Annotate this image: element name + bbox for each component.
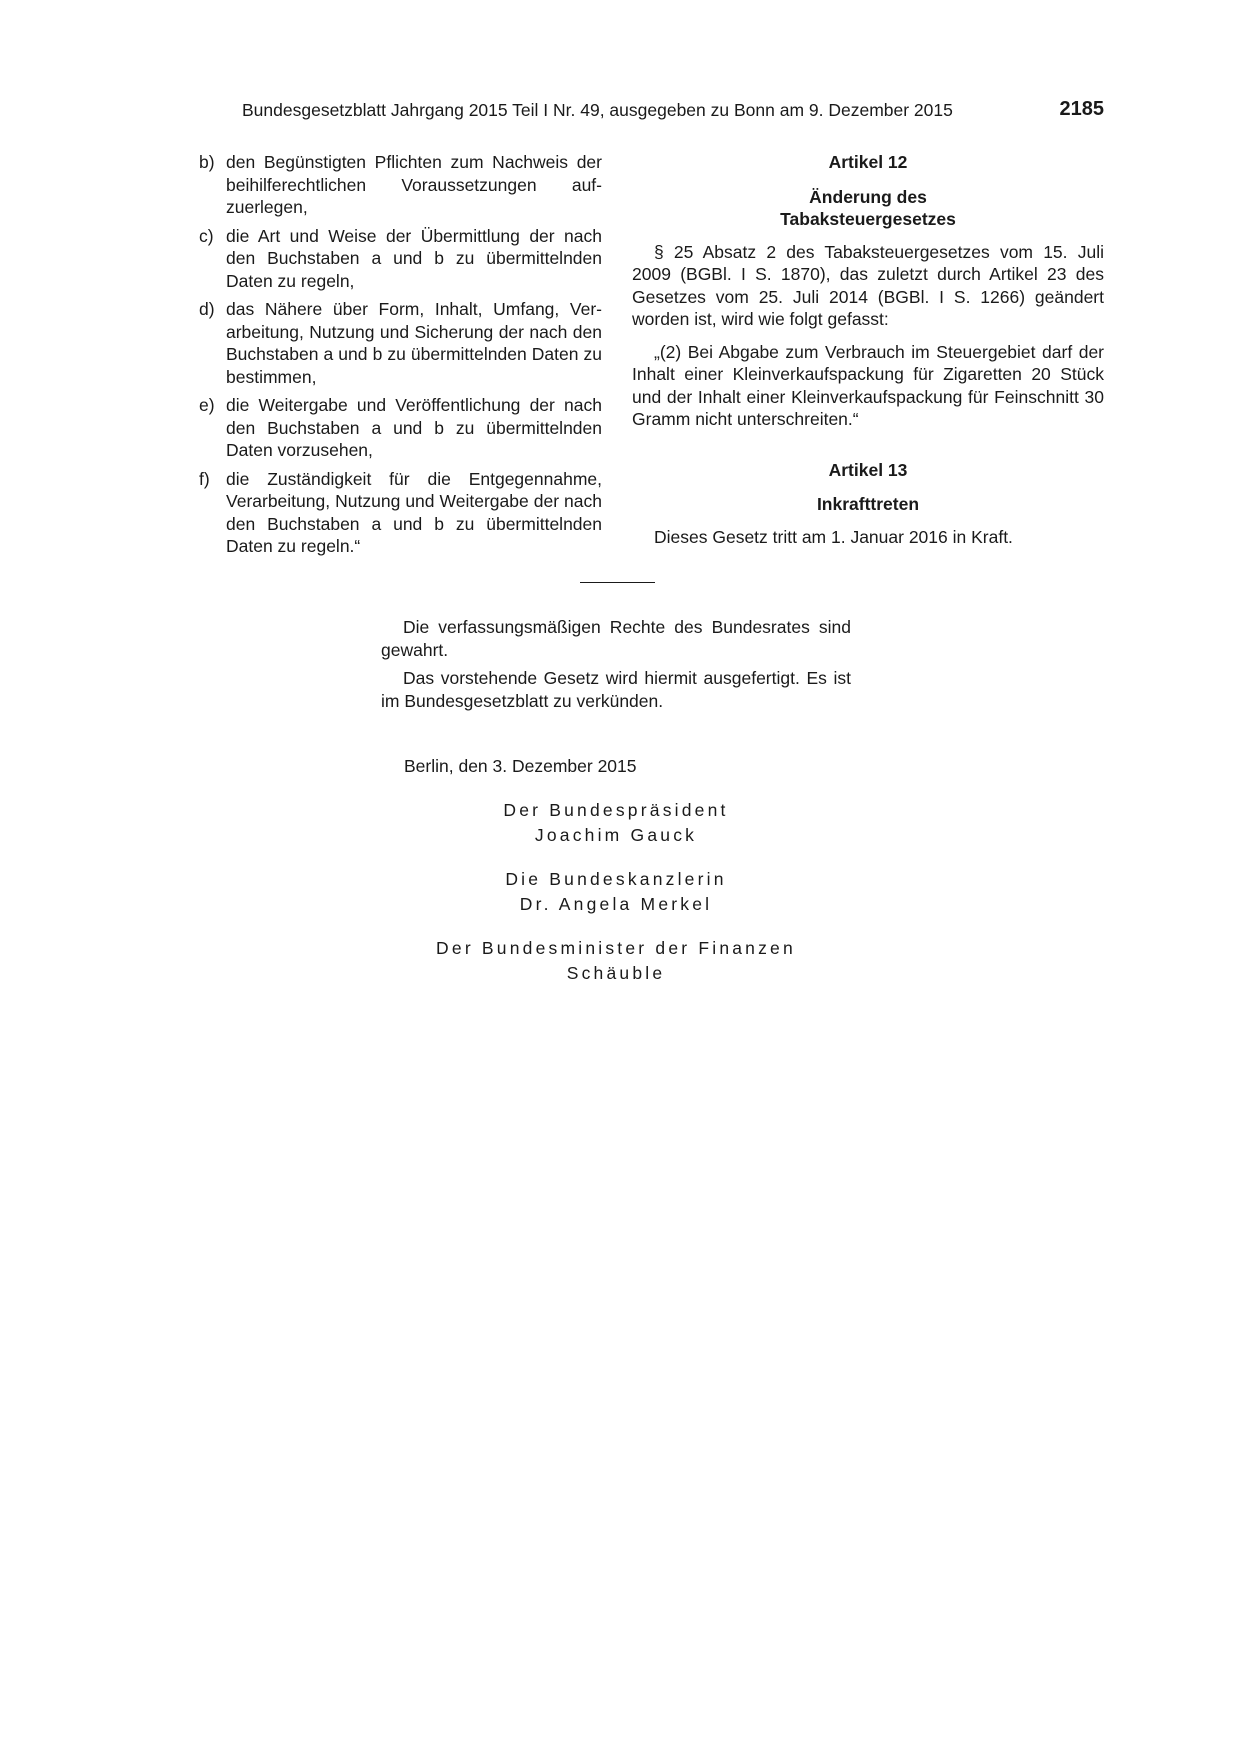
list-item-text: die Art und Weise der Übermittlung der nach den Buchstaben a und b zu übermittelnden Daten zu regeln, [226, 225, 602, 291]
article-12-number: Artikel 12 [828, 152, 908, 172]
signature-block [381, 798, 851, 848]
page-header [242, 100, 1104, 126]
signatory-title: Der Bundesminister der Finanzen [436, 938, 796, 958]
signatory-title: Die Bundeskanzlerin [505, 869, 727, 889]
gazette-title: Bundesgesetzblatt Jahrgang 2015 Teil I Nr. 49, ausgegeben zu Bonn am 9. Dezember 2015 [242, 100, 953, 120]
list-item [199, 225, 602, 293]
signature-block [381, 867, 851, 917]
list-item [199, 151, 602, 219]
signatory-name: Joachim Gauck [534, 825, 698, 845]
list-item-text: das Nähere über Form, Inhalt, Umfang, Verarbeitung, Nutzung und Sicherung der nach den Buchstaben a und b zu übermittelnden Daten zu bestimmen, [226, 299, 602, 387]
list-item [199, 394, 602, 462]
article-12-title [632, 186, 1104, 231]
list-marker: f) [199, 468, 210, 489]
article-13-number: Artikel 13 [828, 459, 908, 480]
list-marker: b) [199, 152, 215, 172]
closing-paragraph-promulgation: Das vorstehende Gesetz wird hiermit ausgefertigt. Es ist im Bundesgesetzblatt zu verkünden. [381, 668, 851, 711]
right-column [632, 151, 1104, 558]
closing-paragraph-rights: Die verfassungsmäßigen Rechte des Bundesrates sind gewahrt. [381, 617, 851, 660]
list-item [199, 298, 602, 388]
list-item-text: die Zuständigkeit für die Entgegennahme, Verarbeitung, Nutzung und Weitergabe der nach den Buchstaben a und b zu übermittelnden Daten zu regeln.“ [226, 468, 602, 556]
closing-formula [381, 616, 851, 718]
list-item [199, 468, 602, 558]
signatory-title: Der Bundespräsident [503, 800, 729, 820]
article-13-paragraph: Dieses Gesetz tritt am 1. Januar 2016 in Kraft. [654, 526, 1013, 547]
article-13-title: Inkrafttreten [816, 494, 920, 514]
section-divider [580, 582, 655, 583]
left-column [199, 151, 602, 564]
signatory-name: Dr. Angela Merkel [519, 894, 713, 914]
list-item-text: die Weitergabe und Veröffentlichung der nach den Buchstaben a und b zu übermittelnden Daten vorzusehen, [226, 395, 602, 460]
list-item-text: den Begünstigten Pflichten zum Nachweis der beihilferechtlichen Voraussetzungen aufzuerlegen, [226, 152, 602, 217]
page-number: 2185 [1059, 98, 1104, 120]
list-marker: d) [199, 299, 215, 319]
list-marker: e) [199, 395, 215, 415]
article-12-quote: „(2) Bei Abgabe zum Verbrauch im Steuergebiet darf der Inhalt einer Kleinverkaufspackung für Zigaretten 20 Stück und der Inhalt einer Kleinverkaufspackung für Feinschnitt 30 Gramm nicht unterschreiten.“ [632, 341, 1104, 429]
place-and-date: Berlin, den 3. Dezember 2015 [404, 756, 637, 776]
list-marker: c) [199, 225, 214, 246]
article-12-title-line2: Tabaksteuergesetzes [780, 209, 956, 229]
signatory-name: Schäuble [566, 963, 666, 983]
article-12-title-line1: Änderung des [809, 186, 927, 207]
article-12-paragraph: § 25 Absatz 2 des Tabaksteuergesetzes vom 15. Juli 2009 (BGBl. I S. 1870), das zuletzt durch Artikel 23 des Gesetzes vom 25. Juli 2014 (BGBl. I S. 1266) geändert worden ist, wird wie folgt gefasst: [632, 241, 1104, 329]
signature-block [381, 936, 851, 986]
